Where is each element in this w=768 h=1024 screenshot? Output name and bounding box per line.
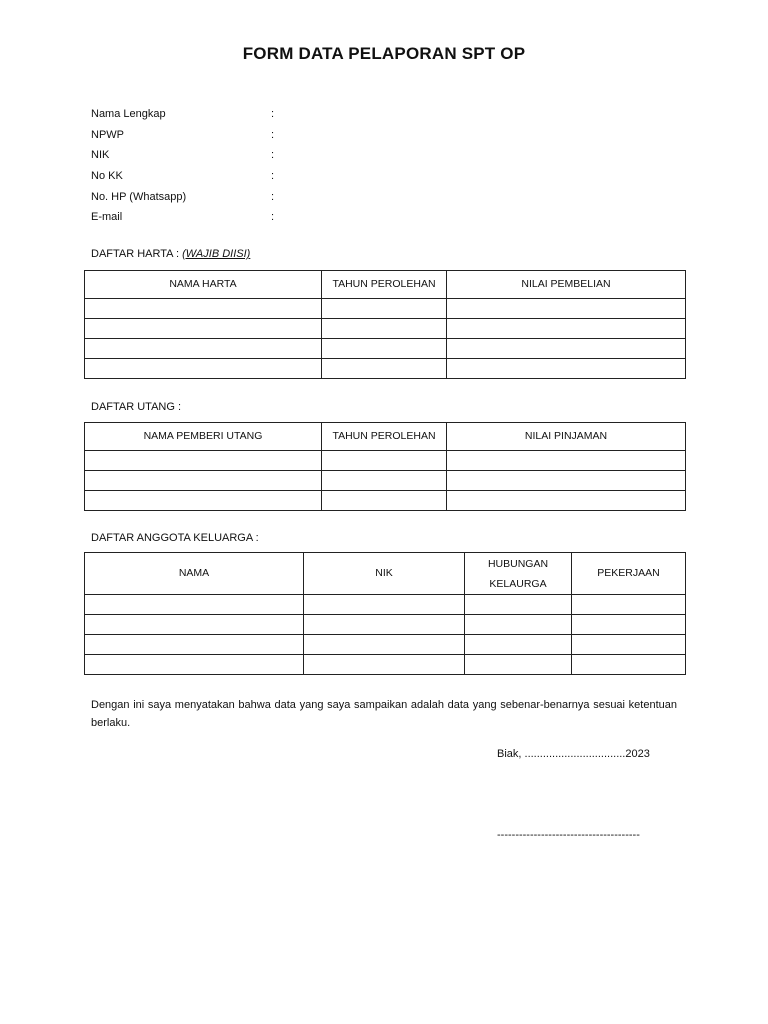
table-cell[interactable]	[447, 451, 686, 471]
utang-section-label	[91, 401, 181, 413]
table-cell[interactable]	[304, 615, 465, 635]
harta-section-label	[91, 248, 250, 260]
table-cell[interactable]	[572, 655, 686, 675]
table-cell[interactable]	[572, 595, 686, 615]
header-hubungan-keluarga: HUBUNGAN KELAURGA	[465, 553, 572, 595]
field-row-hp	[91, 186, 281, 207]
field-colon: :	[271, 170, 275, 183]
table-cell[interactable]	[85, 615, 304, 635]
table-cell[interactable]	[85, 635, 304, 655]
field-label-npwp: NPWP	[91, 128, 124, 141]
table-row	[85, 595, 686, 615]
table-cell[interactable]	[447, 491, 686, 511]
table-cell[interactable]	[572, 635, 686, 655]
field-row-nama	[91, 104, 281, 125]
table-cell[interactable]	[85, 451, 322, 471]
table-row	[85, 299, 686, 319]
field-label-kk: No KK	[91, 170, 123, 183]
table-cell[interactable]	[322, 471, 447, 491]
table-cell[interactable]	[85, 655, 304, 675]
header-tahun-perolehan: TAHUN PEROLEHAN	[322, 271, 447, 299]
table-row	[85, 359, 686, 379]
table-cell[interactable]	[85, 339, 322, 359]
table-cell[interactable]	[304, 655, 465, 675]
table-cell[interactable]	[447, 359, 686, 379]
table-cell[interactable]	[304, 635, 465, 655]
table-row	[85, 471, 686, 491]
header-nilai-pembelian: NILAI PEMBELIAN	[447, 271, 686, 299]
header-nik: NIK	[304, 553, 465, 595]
table-cell[interactable]	[85, 595, 304, 615]
utang-table	[84, 422, 686, 511]
field-label-nama: Nama Lengkap	[91, 108, 166, 121]
table-header-row	[85, 553, 686, 595]
declaration-statement: Dengan ini saya menyatakan bahwa data yang saya sampaikan adalah data yang sebenar-benarnya sesuai ketentuan berlaku.	[91, 699, 677, 729]
table-cell[interactable]	[322, 299, 447, 319]
table-cell[interactable]	[85, 491, 322, 511]
table-cell[interactable]	[447, 319, 686, 339]
table-cell[interactable]	[465, 595, 572, 615]
keluarga-label: DAFTAR ANGGOTA KELUARGA :	[91, 532, 259, 544]
header-nama-pemberi-utang: NAMA PEMBERI UTANG	[85, 423, 322, 451]
keluarga-section-label	[91, 532, 259, 544]
table-cell[interactable]	[85, 359, 322, 379]
table-cell[interactable]	[465, 635, 572, 655]
field-row-nik	[91, 145, 281, 166]
field-label-email: E-mail	[91, 211, 123, 224]
header-nama-harta: NAMA HARTA	[85, 271, 322, 299]
keluarga-table	[84, 552, 686, 675]
table-row	[85, 635, 686, 655]
table-cell[interactable]	[447, 471, 686, 491]
field-label-hp: No. HP (Whatsapp)	[91, 190, 187, 203]
harta-required-note: (WAJIB DIISI)	[182, 248, 251, 260]
field-row-npwp	[91, 125, 281, 146]
table-row	[85, 655, 686, 675]
table-header-row	[85, 271, 686, 299]
signature-line: ---------------------------------------	[497, 829, 640, 841]
table-cell[interactable]	[85, 319, 322, 339]
field-colon: :	[271, 190, 275, 203]
table-row	[85, 339, 686, 359]
field-colon: :	[271, 211, 275, 224]
table-cell[interactable]	[465, 615, 572, 635]
table-cell[interactable]	[322, 451, 447, 471]
table-header-row	[85, 423, 686, 451]
field-row-email	[91, 207, 281, 228]
field-label-nik: NIK	[91, 149, 110, 162]
table-cell[interactable]	[85, 471, 322, 491]
table-cell[interactable]	[322, 359, 447, 379]
table-row	[85, 491, 686, 511]
harta-table	[84, 270, 686, 379]
table-cell[interactable]	[322, 491, 447, 511]
table-cell[interactable]	[322, 319, 447, 339]
utang-label: DAFTAR UTANG :	[91, 401, 182, 413]
table-cell[interactable]	[447, 339, 686, 359]
field-colon: :	[271, 128, 275, 141]
header-nama: NAMA	[85, 553, 304, 595]
field-row-kk	[91, 166, 281, 187]
table-cell[interactable]	[304, 595, 465, 615]
table-row	[85, 319, 686, 339]
header-nilai-pinjaman: NILAI PINJAMAN	[447, 423, 686, 451]
table-row	[85, 451, 686, 471]
table-cell[interactable]	[85, 299, 322, 319]
harta-label: DAFTAR HARTA :	[91, 248, 180, 260]
table-cell[interactable]	[447, 299, 686, 319]
table-row	[85, 615, 686, 635]
field-colon: :	[271, 108, 275, 121]
field-colon: :	[271, 149, 275, 162]
table-cell[interactable]	[322, 339, 447, 359]
form-title: FORM DATA PELAPORAN SPT OP	[242, 44, 526, 63]
table-cell[interactable]	[465, 655, 572, 675]
table-cell[interactable]	[572, 615, 686, 635]
place-date-line: Biak, .................................2023	[497, 748, 650, 760]
identity-fields	[91, 104, 281, 228]
header-pekerjaan: PEKERJAAN	[572, 553, 686, 595]
header-tahun-perolehan: TAHUN PEROLEHAN	[322, 423, 447, 451]
